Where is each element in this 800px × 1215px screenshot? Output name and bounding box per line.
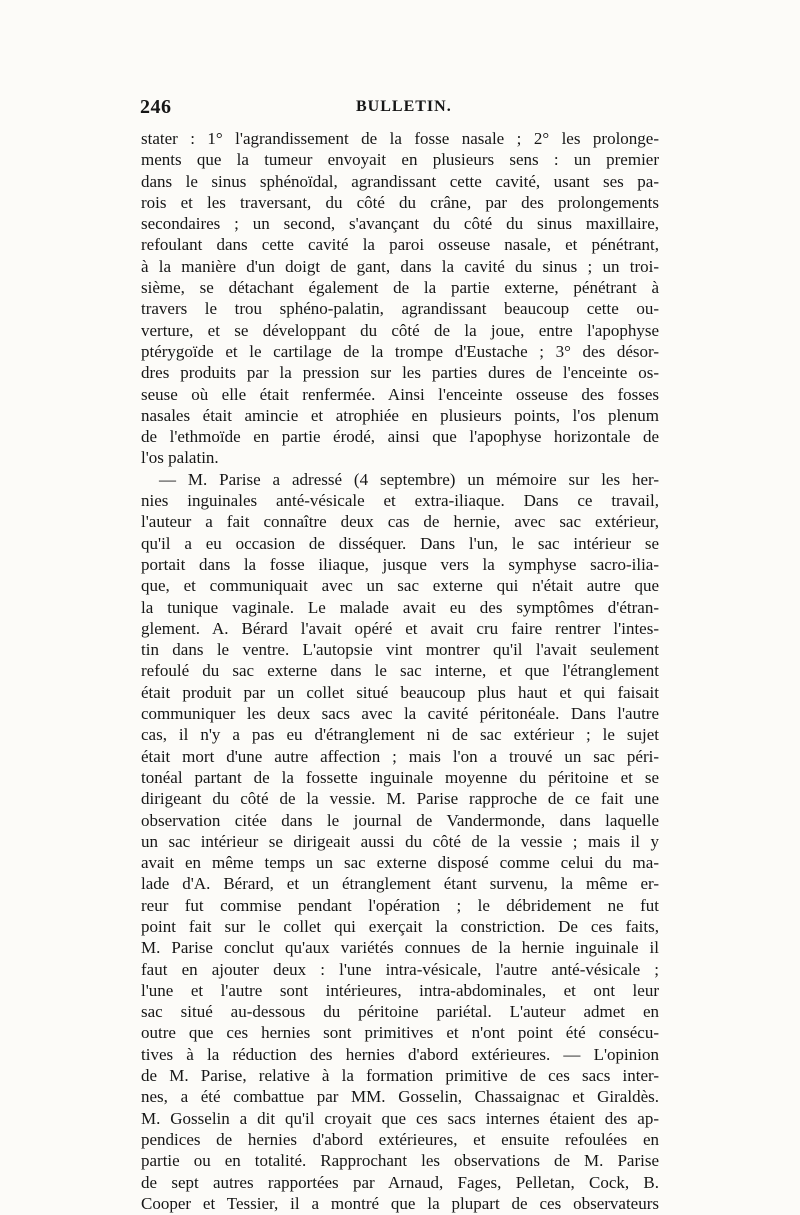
page-header [140, 96, 660, 124]
text-line: avait en même temps un sac externe disposé comme celui du ma- [141, 853, 659, 873]
text-line: était produit par un collet situé beaucoup plus haut et qui faisait [141, 682, 659, 702]
text-line: sième, se détachant également de la partie externe, pénétrant à [141, 278, 659, 298]
text-line: était mort d'une autre affection ; mais l'on a trouvé un sac péri- [141, 746, 659, 766]
body-text [141, 128, 659, 1214]
text-line: nasales était amincie et atrophiée en plusieurs points, l'os plenum [141, 405, 659, 425]
text-line: de M. Parise, relative à la formation primitive de ces sacs inter- [141, 1066, 659, 1086]
text-line: ments que la tumeur envoyait en plusieurs sens : un premier [141, 150, 659, 170]
text-line: dirigeant du côté de la vessie. M. Parise rapproche de ce fait une [141, 789, 659, 809]
text-line: M. Parise conclut qu'aux variétés connues de la hernie inguinale il [141, 938, 659, 958]
text-line: portait dans la fosse iliaque, jusque vers la symphyse sacro-ilia- [141, 554, 659, 574]
text-line: seuse où elle était renfermée. Ainsi l'enceinte osseuse des fosses [141, 384, 659, 404]
text-line: lade d'A. Bérard, et un étranglement étant survenu, la même er- [141, 874, 659, 894]
text-line: point fait sur le collet qui exerçait la constriction. De ces faits, [141, 916, 659, 936]
page-number: 246 [140, 96, 172, 118]
text-line: de sept autres rapportées par Arnaud, Fages, Pelletan, Cock, B. [141, 1172, 659, 1192]
text-line: tonéal partant de la fossette inguinale moyenne du péritoine et se [141, 767, 659, 787]
text-line: Cooper et Tessier, il a montré que la plupart de ces observateurs [141, 1193, 659, 1213]
text-line: faut en ajouter deux : l'une intra-vésicale, l'autre anté-vésicale ; [141, 959, 659, 979]
text-line: nes, a été combattue par MM. Gosselin, Chassaignac et Giraldès. [141, 1087, 659, 1107]
text-line: communiquer les deux sacs avec la cavité péritonéale. Dans l'autre [141, 704, 659, 724]
text-line: l'une et l'autre sont intérieures, intra-abdominales, et ont leur [141, 980, 659, 1000]
text-line: tin dans le ventre. L'autopsie vint montrer qu'il l'avait seulement [141, 640, 659, 660]
text-line: rois et les traversant, du côté du crâne, par des prolongements [141, 192, 659, 212]
text-line: cas, il n'y a pas eu d'étranglement ni de sac extérieur ; le sujet [141, 725, 659, 745]
text-line: un sac intérieur se dirigeait aussi du côté de la vessie ; mais il y [141, 831, 659, 851]
text-line: l'os palatin. [141, 448, 219, 468]
text-line: secondaires ; un second, s'avançant du côté du sinus maxillaire, [141, 214, 659, 234]
running-head: BULLETIN. [356, 98, 452, 115]
text-line: dres produits par la pression sur les parties dures de l'enceinte os- [141, 363, 659, 383]
text-line: verture, et se développant du côté de la joue, entre l'apophyse [141, 320, 659, 340]
text-line: stater : 1° l'agrandissement de la fosse nasale ; 2° les prolonge- [141, 129, 659, 148]
text-line: observation citée dans le journal de Vandermonde, dans laquelle [141, 810, 659, 830]
text-line: ptérygoïde et le cartilage de la trompe d'Eustache ; 3° des désor- [141, 341, 659, 361]
text-line: nies inguinales anté-vésicale et extra-iliaque. Dans ce travail, [141, 491, 659, 511]
text-line: travers le trou sphéno-palatin, agrandissant beaucoup cette ou- [141, 299, 659, 319]
text-line: à la manière d'un doigt de gant, dans la cavité du sinus ; un troi- [141, 256, 659, 276]
text-line: pendices de hernies d'abord extérieures, et ensuite refoulées en [141, 1129, 659, 1149]
text-line: M. Gosselin a dit qu'il croyait que ces sacs internes étaient des ap- [141, 1108, 659, 1128]
text-line: de l'ethmoïde en partie érodé, ainsi que l'apophyse horizontale de [141, 427, 659, 447]
text-line: — M. Parise a adressé (4 septembre) un mémoire sur les her- [159, 469, 659, 489]
text-line: reur fut commise pendant l'opération ; le débridement ne fut [141, 895, 659, 915]
text-line: refoulé du sac externe dans le sac interne, et que l'étranglement [141, 661, 659, 681]
text-line: qu'il a eu occasion de disséquer. Dans l'un, le sac intérieur se [141, 533, 659, 553]
text-line: l'auteur a fait connaître deux cas de hernie, avec sac extérieur, [141, 512, 659, 532]
text-line: outre que ces hernies sont primitives et n'ont point été consécu- [141, 1023, 659, 1043]
text-line: refoulant dans cette cavité la paroi osseuse nasale, et pénétrant, [141, 235, 659, 255]
text-line: tives à la réduction des hernies d'abord extérieures. — L'opinion [141, 1044, 659, 1064]
text-line: sac situé au-dessous du péritoine pariétal. L'auteur admet en [141, 1002, 659, 1022]
text-line: glement. A. Bérard l'avait opéré et avait cru faire rentrer l'intes- [141, 618, 659, 638]
text-line: partie ou en totalité. Rapprochant les observations de M. Parise [141, 1151, 659, 1171]
text-line: dans le sinus sphénoïdal, agrandissant cette cavité, usant ses pa- [141, 171, 659, 191]
text-line: que, et communiquait avec un sac externe qui n'était autre que [141, 576, 659, 596]
text-line: la tunique vaginale. Le malade avait eu des symptômes d'étran- [141, 597, 659, 617]
